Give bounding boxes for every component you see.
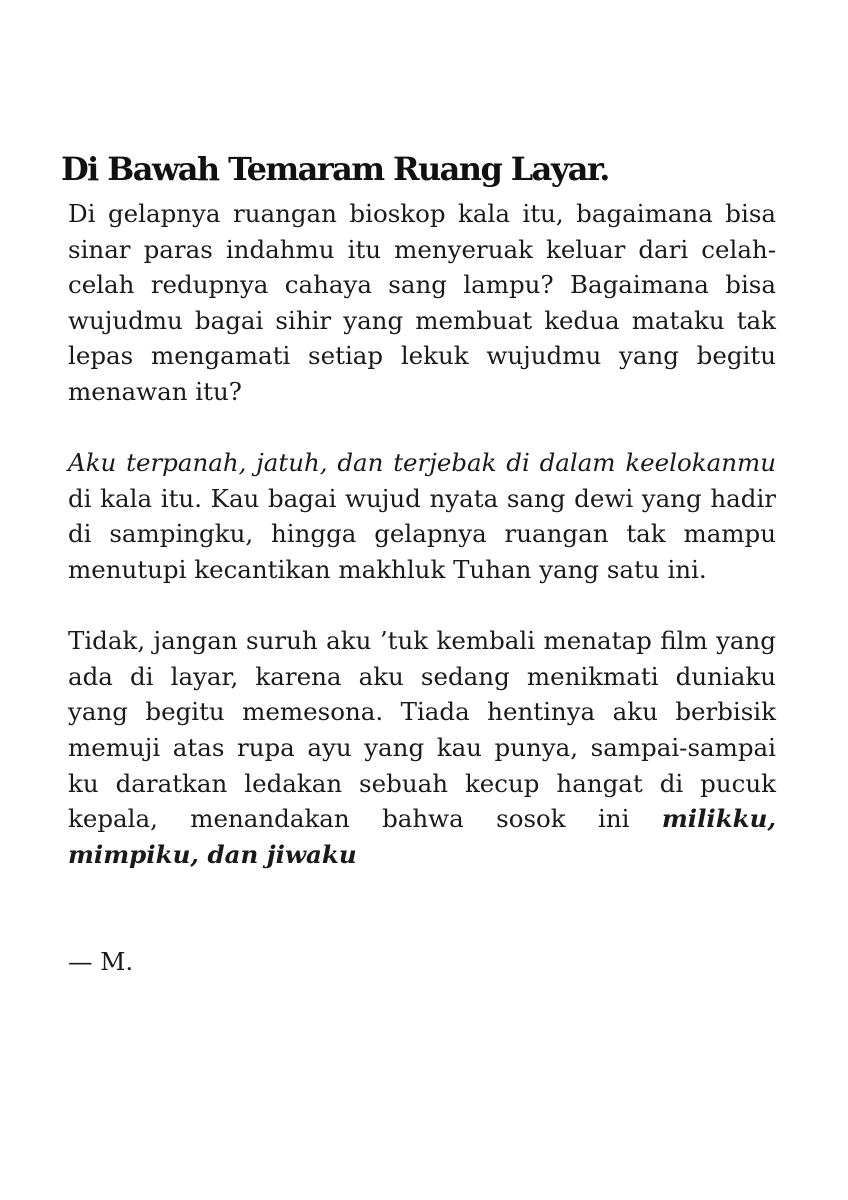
paragraph-2-italic: Aku terpanah, jatuh, dan terjebak di dalam keelokanmu (68, 448, 776, 478)
paragraph-3-text: Tidak, jangan suruh aku ’tuk kembali menatap film yang ada di layar, karena aku sedang menikmati duniaku yang begitu memesona. Tiada hentinya aku berbisik memuji atas rupa ayu yang kau punya, sampai-sampai ku daratkan ledakan sebuah kecup hangat di pucuk kepala, menandakan bahwa sosok ini (68, 626, 776, 834)
poem-body (68, 196, 776, 979)
paragraph-1: Di gelapnya ruangan bioskop kala itu, bagaimana bisa sinar paras indahmu itu menyeruak keluar dari celah-celah redupnya cahaya sang lampu? Bagaimana bisa wujudmu bagai sihir yang membuat kedua mataku tak lepas mengamati setiap lekuk wujudmu yang begitu menawan itu? (68, 199, 776, 406)
signature: — M. (68, 946, 134, 976)
paragraph-3 (68, 623, 776, 872)
paragraph-3-emphasis: milikku, mimpiku, dan jiwaku (68, 804, 776, 869)
paragraph-2-text: di kala itu. Kau bagai wujud nyata sang dewi yang hadir di sampingku, hingga gelapnya ruangan tak mampu menutupi kecantikan makhluk Tuhan yang satu ini. (68, 483, 776, 584)
poem-title: Di Bawah Temaram Ruang Layar. (61, 150, 609, 188)
paragraph-2 (68, 445, 776, 587)
